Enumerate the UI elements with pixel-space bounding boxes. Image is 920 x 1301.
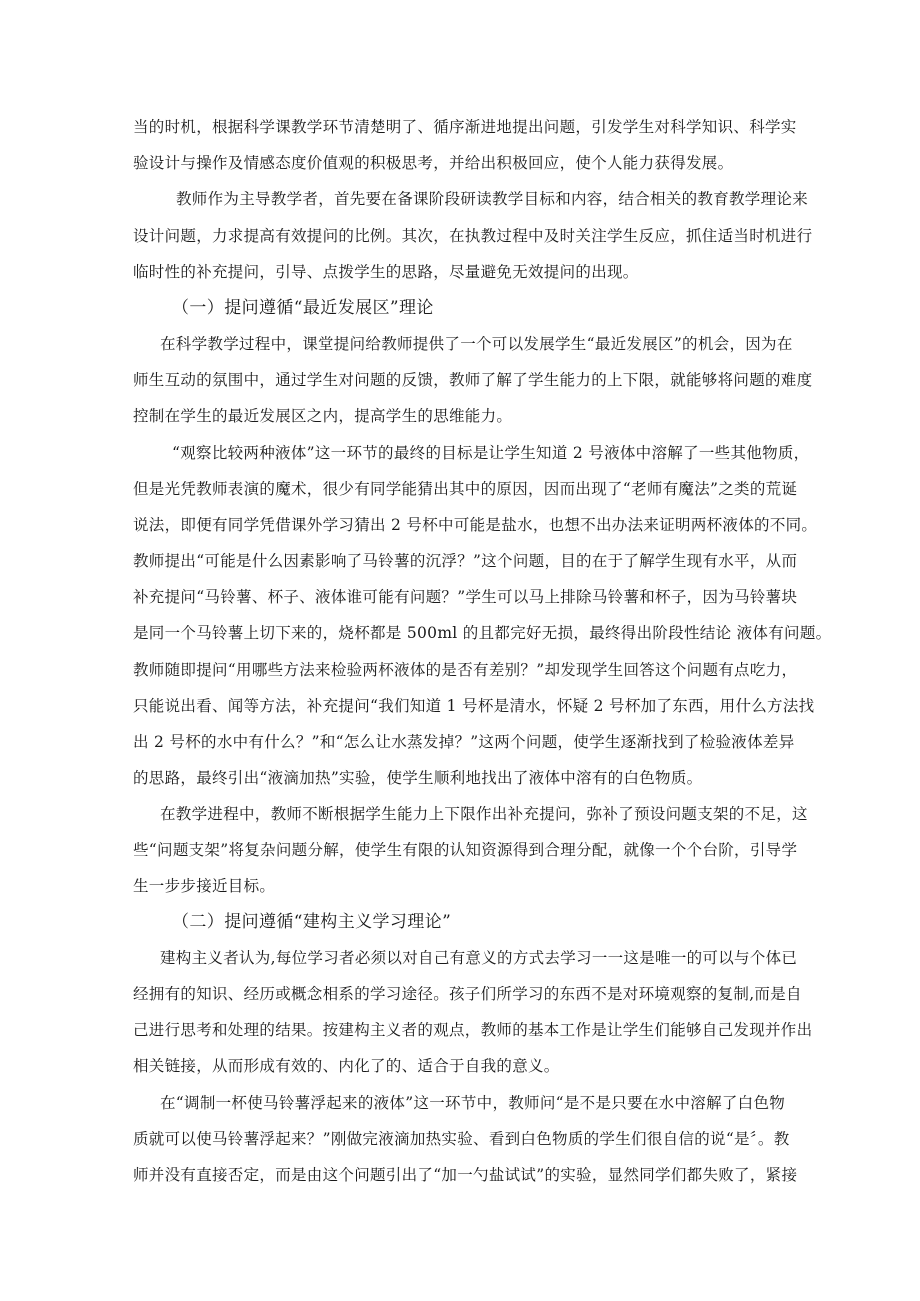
section-heading: （一）提问遵循“最近发展区”理论 (172, 298, 434, 318)
paragraph-line: 教师作为主导教学者，首先要在备课阶段研读教学目标和内容，结合相关的教育教学理论来 (176, 190, 809, 208)
paragraph-line: 建构主义者认为,每位学习者必须以对自己有意义的方式去学习一一这是唯一的可以与个体已 (160, 949, 798, 967)
paragraph-line: 经拥有的知识、经历或概念相系的学习途径。孩子们所学习的东西不是对环境观察的复制,而是自 (133, 985, 802, 1003)
paragraph-line: 临时性的补充提问，引导、点拨学生的思路，尽量避免无效提问的出现。 (133, 263, 639, 281)
paragraph-line: 设计问题，力求提高有效提问的比例。其次，在执教过程中及时关注学生反应，抓住适当时机进行 (133, 227, 813, 245)
paragraph-line: 教师提出“可能是什么因素影响了马铃薯的沉浮？”这个问题，目的在于了解学生现有水平，从而 (133, 552, 798, 570)
paragraph-line: 的思路，最终引出“液滴加热”实验，使学生顺利地找出了液体中溶有的白色物质。 (133, 769, 703, 787)
paragraph-line: 师生互动的氛围中，通过学生对问题的反馈，教师了解了学生能力的上下限，就能够将问题的难度 (133, 371, 813, 389)
paragraph-line: 相关链接，从而形成有效的、内化了的、适合于自我的意义。 (133, 1057, 560, 1075)
paragraph-line: “观察比较两种液体”这一环节的最终的目标是让学生知道 2 号液体中溶解了一些其他物质， (172, 444, 810, 462)
paragraph-line: 控制在学生的最近发展区之内，提高学生的思维能力。 (133, 407, 513, 425)
paragraph-line: 只能说出看、闻等方法，补充提问“我们知道 1 号杯是清水，怀疑 2 号杯加了东西，用什么方法找 (133, 697, 815, 715)
paragraph-line: 当的时机，根据科学课教学环节清楚明了、循序渐进地提出问题，引发学生对科学知识、科学实 (133, 118, 797, 136)
paragraph-line: 验设计与操作及情感态度价值观的积极思考，并给出积极回应，使个人能力获得发展。 (133, 154, 734, 172)
paragraph-line: 补充提问“马铃薯、杯子、液体谁可能有问题？”学生可以马上排除马铃薯和杯子，因为马铃薯块 (133, 588, 798, 606)
paragraph-line: 在“调制一杯使马铃薯浮起来的液体”这一环节中，教师问“是不是只要在水中溶解了白色物 (160, 1094, 786, 1112)
paragraph-line: 说法，即便有同学凭借课外学习猜出 2 号杯中可能是盐水，也想不出办法来证明两杯液体的不同。 (133, 516, 818, 534)
section-heading: （二）提问遵循“建构主义学习理论” (172, 912, 452, 932)
paragraph-line: 生一步步接近目标。 (133, 877, 276, 895)
paragraph-line: 是同一个马铃薯上切下来的，烧杯都是 500ml 的且都完好无损，最终得出阶段性结论 液体有问题。 (133, 624, 832, 642)
paragraph-line: 些“问题支架”将复杂问题分解，使学生有限的认知资源得到合理分配，就像一个个台阶，引导学 (133, 841, 798, 859)
paragraph-line: 师并没有直接否定，而是由这个问题引出了“加一勺盐试试”的实验，显然同学们都失败了，紧接 (133, 1166, 798, 1184)
paragraph-line: 在教学进程中，教师不断根据学生能力上下限作出补充提问，弥补了预设问题支架的不足，这 (160, 805, 808, 823)
paragraph-line: 质就可以使马铃薯浮起来？”刚做完液滴加热实验、看到白色物质的学生们很自信的说“是〞。教 (133, 1130, 790, 1148)
paragraph-line: 在科学教学过程中，课堂提问给教师提供了一个可以发展学生“最近发展区”的机会，因为在 (160, 335, 793, 353)
paragraph-line: 己进行思考和处理的结果。按建构主义者的观点，教师的基本工作是让学生们能够自己发现并作出 (133, 1021, 813, 1039)
paragraph-line: 出 2 号杯的水中有什么？”和“怎么让水蒸发掉？”这两个问题，使学生逐渐找到了检验液体差异 (133, 733, 795, 751)
paragraph-line: 教师随即提问“用哪些方法来检验两杯液体的是否有差别？”却发现学生回答这个问题有点吃力， (133, 661, 798, 679)
paragraph-line: 但是光凭教师表演的魔术，很少有同学能猜出其中的原因，因而出现了“老师有魔法”之类的荒诞 (133, 480, 798, 498)
